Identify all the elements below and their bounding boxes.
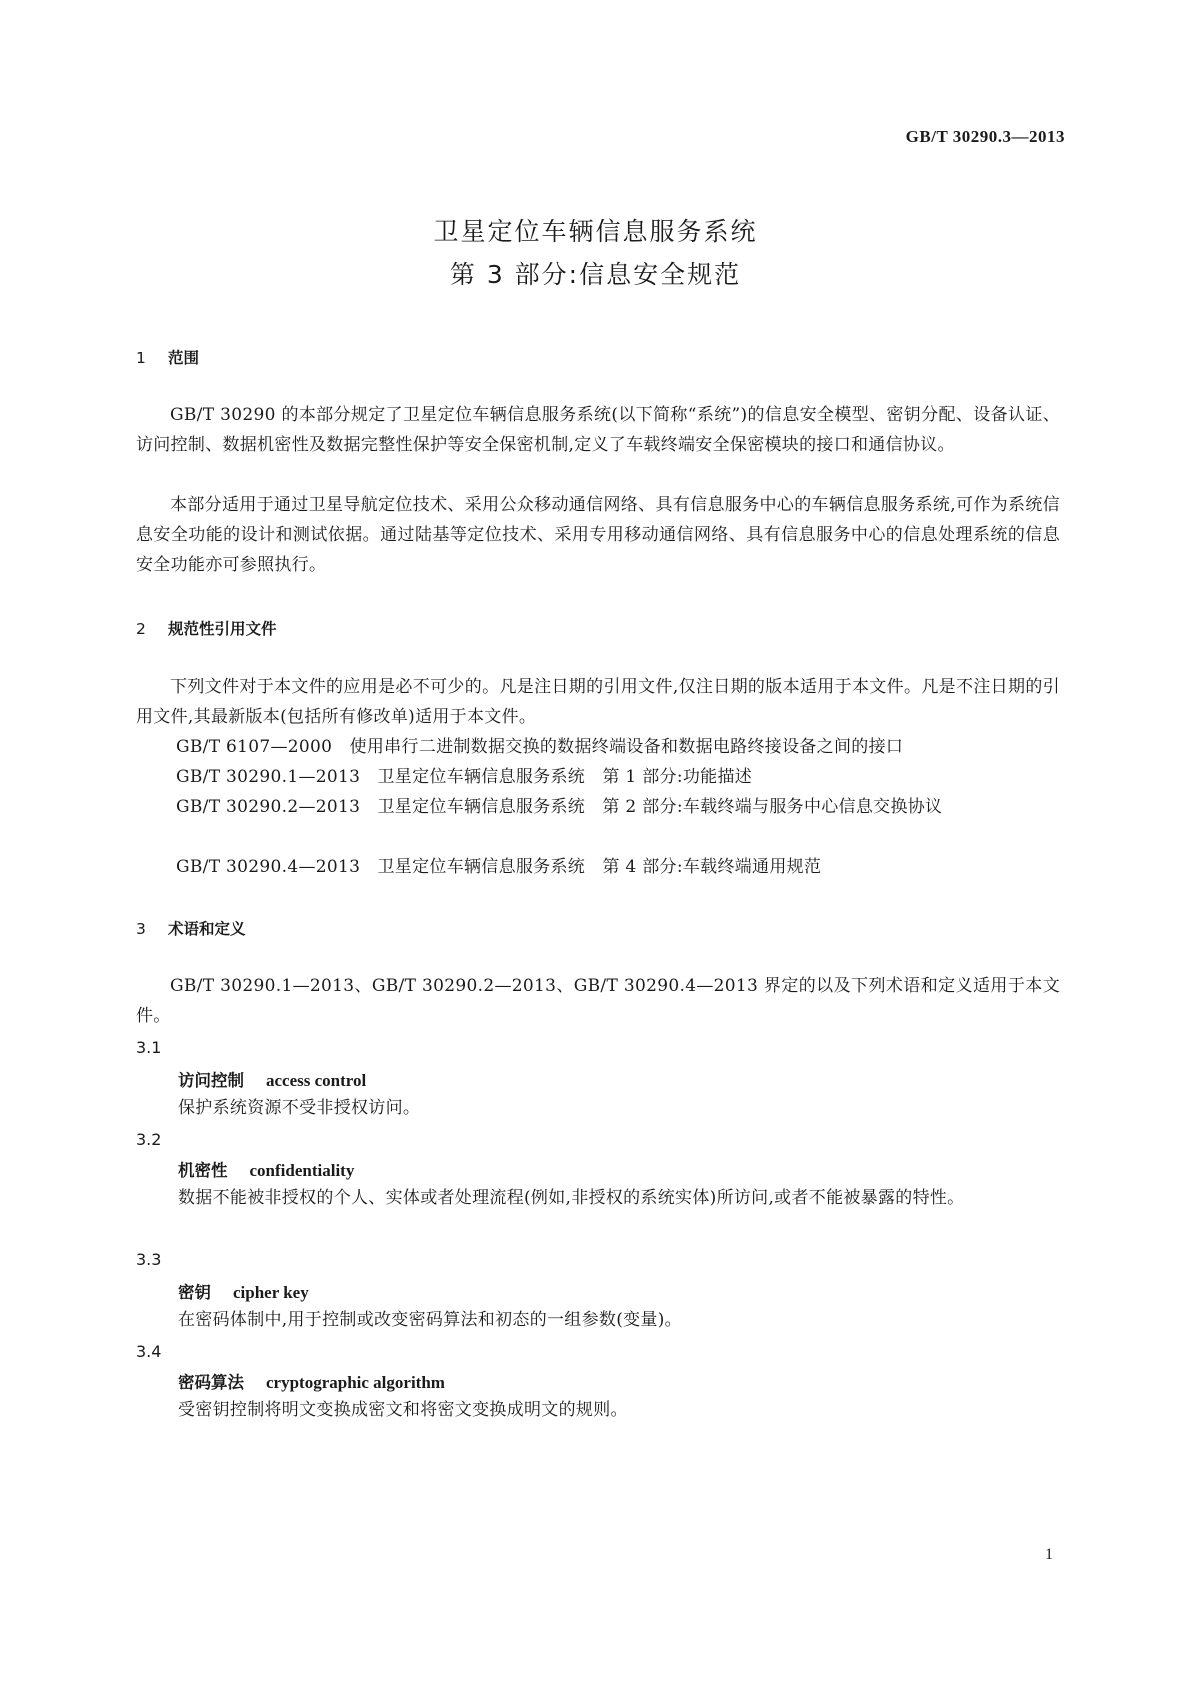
reference-item: GB/T 6107—2000 使用串行二进制数据交换的数据终端设备和数据电路终接设备之间的接口 <box>176 737 904 757</box>
term-heading <box>178 1067 366 1091</box>
section-number: 1 <box>136 349 146 367</box>
section-2-intro: 下列文件对于本文件的应用是必不可少的。凡是注日期的引用文件,仅注日期的版本适用于本文件。凡是不注日期的引用文件,其最新版本(包括所有修改单)适用于本文件。 <box>136 677 1060 727</box>
term-en: cryptographic algorithm <box>266 1373 445 1392</box>
reference-item: GB/T 30290.2—2013 卫星定位车辆信息服务系统 第 2 部分:车载终端与服务中心信息交换协议 <box>176 797 943 817</box>
section-2-heading <box>136 617 277 639</box>
section-number: 2 <box>136 620 146 638</box>
reference-item: GB/T 30290.4—2013 卫星定位车辆信息服务系统 第 4 部分:车载终端通用规范 <box>176 857 822 877</box>
term-number: 3.2 <box>136 1130 162 1149</box>
term-definition: 数据不能被非授权的个人、实体或者处理流程(例如,非授权的系统实体)所访问,或者不能被暴露的特性。 <box>178 1188 965 1208</box>
term-zh: 访问控制 <box>178 1071 244 1090</box>
document-title-line1: 卫星定位车辆信息服务系统 <box>433 217 758 246</box>
term-zh: 密码算法 <box>178 1373 244 1392</box>
term-heading <box>178 1369 445 1393</box>
section-title: 范围 <box>168 349 200 367</box>
term-en: access control <box>266 1071 367 1090</box>
standard-code: GB/T 30290.3—2013 <box>905 127 1065 146</box>
term-heading <box>178 1279 309 1303</box>
section-3-intro: GB/T 30290.1—2013、GB/T 30290.2—2013、GB/T 30290.4—2013 界定的以及下列术语和定义适用于本文件。 <box>136 976 1060 1026</box>
term-zh: 密钥 <box>178 1283 211 1302</box>
term-heading <box>178 1157 354 1181</box>
term-en: confidentiality <box>249 1161 355 1180</box>
term-definition: 保护系统资源不受非授权访问。 <box>178 1098 421 1118</box>
section-1-paragraph-1: GB/T 30290 的本部分规定了卫星定位车辆信息服务系统(以下简称“系统”)的信息安全模型、密钥分配、设备认证、访问控制、数据机密性及数据完整性保护等安全保密机制,定义了车载终端安全保密模块的接口和通信协议。 <box>136 405 1060 455</box>
term-en: cipher key <box>233 1283 309 1302</box>
term-zh: 机密性 <box>178 1161 228 1180</box>
section-number: 3 <box>136 920 146 938</box>
term-number: 3.3 <box>136 1250 162 1269</box>
section-1-paragraph-2: 本部分适用于通过卫星导航定位技术、采用公众移动通信网络、具有信息服务中心的车辆信息服务系统,可作为系统信息安全功能的设计和测试依据。通过陆基等定位技术、采用专用移动通信网络、具有信息服务中心的信息处理系统的信息安全功能亦可参照执行。 <box>136 495 1060 575</box>
term-definition: 受密钥控制将明文变换成密文和将密文变换成明文的规则。 <box>178 1400 628 1420</box>
term-number: 3.4 <box>136 1342 162 1361</box>
reference-item: GB/T 30290.1—2013 卫星定位车辆信息服务系统 第 1 部分:功能描述 <box>176 767 753 787</box>
term-definition: 在密码体制中,用于控制或改变密码算法和初态的一组参数(变量)。 <box>178 1310 682 1330</box>
section-3-heading <box>136 917 246 939</box>
term-number: 3.1 <box>136 1038 162 1057</box>
section-title: 规范性引用文件 <box>168 620 277 638</box>
section-title: 术语和定义 <box>168 920 246 938</box>
page-number: 1 <box>1045 1546 1053 1563</box>
section-1-heading <box>136 346 199 368</box>
document-title-line2: 第 3 部分:信息安全规范 <box>449 260 742 289</box>
